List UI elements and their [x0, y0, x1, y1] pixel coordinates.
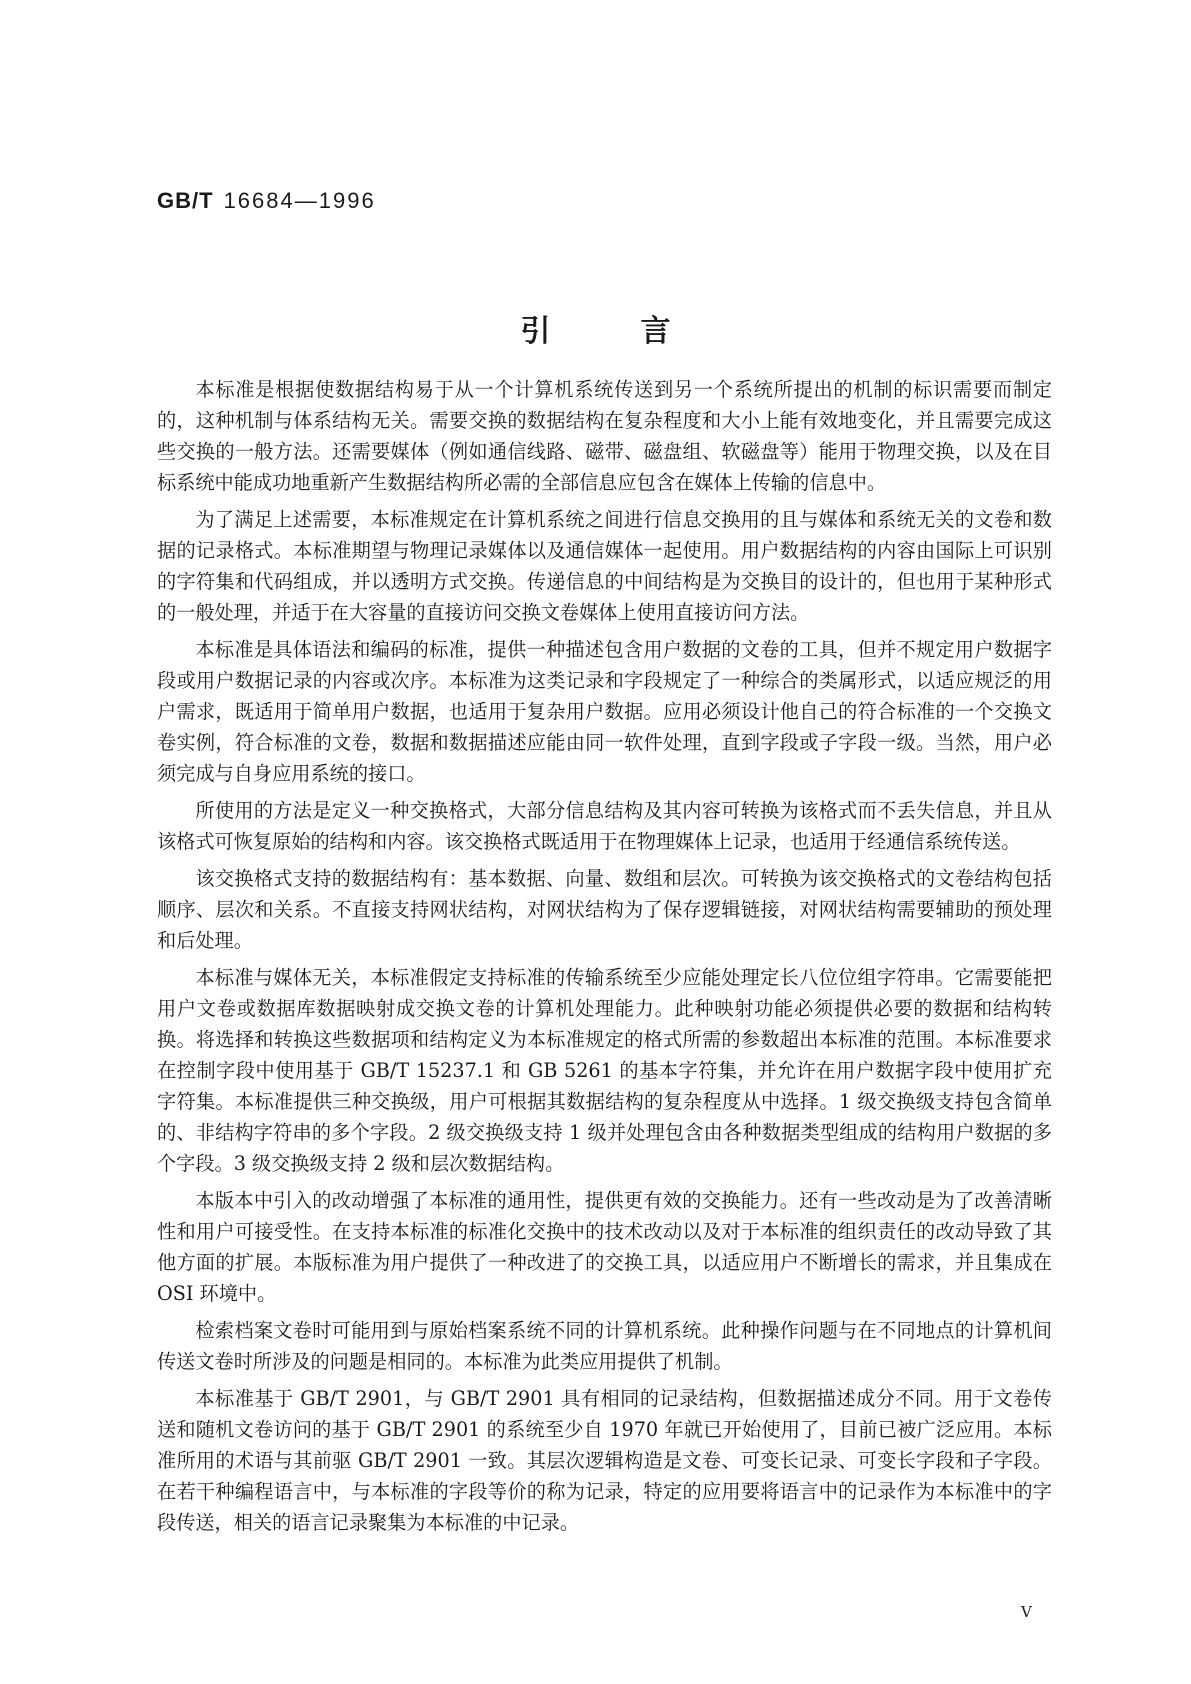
standard-prefix: GB/T — [157, 188, 214, 213]
standard-number: 16684—1996 — [223, 188, 376, 213]
paragraph-8: 检索档案文卷时可能用到与原始档案系统不同的计算机系统。此种操作问题与在不同地点的计算机间传送文卷时所涉及的问题是相同的。本标准为此类应用提供了机制。 — [157, 1319, 1052, 1373]
paragraph-6: 本标准与媒体无关，本标准假定支持标准的传输系统至少应能处理定长八位位组字符串。它需要能把用户文卷或数据库数据映射成交换文卷的计算机处理能力。此种映射功能必须提供必要的数据和结构转换。将选择和转换这些数据项和结构定义为本标准规定的格式所需的参数超出本标准的范围。本标准要求在控制字段中使用基于 GB/T 15237.1 和 GB 5261 的基本字符集，并允许在用户数据字段中使用扩充字符集。本标准提供三种交换级，用户可根据其数据结构的复杂程度从中选择。1 级交换级支持包含简单的、非结构字符串的多个字段。2 级交换级支持 1 级并处理包含由各种数据类型组成的结构用户数据的多个字段。3 级交换级支持 2 级和层次数据结构。 — [157, 966, 1052, 1175]
paragraph-3: 本标准是具体语法和编码的标准，提供一种描述包含用户数据的文卷的工具，但并不规定用户数据字段或用户数据记录的内容或次序。本标准为这类记录和字段规定了一种综合的类属形式，以适应规泛的用户需求，既适用于简单用户数据，也适用于复杂用户数据。应用必须设计他自己的符合标准的一个交换文卷实例，符合标准的文卷，数据和数据描述应能由同一软件处理，直到字段或子字段一级。当然，用户必须完成与自身应用系统的接口。 — [157, 638, 1052, 785]
page-number: V — [1021, 1603, 1032, 1621]
paragraph-7: 本版本中引入的改动增强了本标准的通用性，提供更有效的交换能力。还有一些改动是为了改善清晰性和用户可接受性。在支持本标准的标准化交换中的技术改动以及对于本标准的组织责任的改动导致了其他方面的扩展。本版标准为用户提供了一种改进了的交换工具，以适应用户不断增长的需求，并且集成在 OSI 环境中。 — [157, 1189, 1052, 1305]
paragraph-1: 本标准是根据使数据结构易于从一个计算机系统传送到另一个系统所提出的机制的标识需要而制定的，这种机制与体系结构无关。需要交换的数据结构在复杂程度和大小上能有效地变化，并且需要完成这些交换的一般方法。还需要媒体（例如通信线路、磁带、磁盘组、软磁盘等）能用于物理交换，以及在目标系统中能成功地重新产生数据结构所必需的全部信息应包含在媒体上传输的信息中。 — [157, 378, 1052, 494]
paragraph-2: 为了满足上述需要，本标准规定在计算机系统之间进行信息交换用的且与媒体和系统无关的文卷和数据的记录格式。本标准期望与物理记录媒体以及通信媒体一起使用。用户数据结构的内容由国际上可识别的字符集和代码组成，并以透明方式交换。传递信息的中间结构是为交换目的设计的，但也用于某种形式的一般处理，并适于在大容量的直接访问交换文卷媒体上使用直接访问方法。 — [157, 508, 1052, 624]
standard-code — [157, 188, 376, 214]
introduction-body — [157, 374, 1052, 1544]
paragraph-4: 所使用的方法是定义一种交换格式，大部分信息结构及其内容可转换为该格式而不丢失信息，并且从该格式可恢复原始的结构和内容。该交换格式既适用于在物理媒体上记录，也适用于经通信系统传送。 — [157, 799, 1052, 853]
section-title: 引言 — [520, 314, 761, 349]
paragraph-9: 本标准基于 GB/T 2901，与 GB/T 2901 具有相同的记录结构，但数据描述成分不同。用于文卷传送和随机文卷访问的基于 GB/T 2901 的系统至少自 1970 年就已开始使用了，目前已被广泛应用。本标准所用的术语与其前驱 GB/T 2901 一致。其层次逻辑构造是文卷、可变长记录、可变长字段和子字段。在若干种编程语言中，与本标准的字段等价的称为记录，特定的应用要将语言中的记录作为本标准中的字段传送，相关的语言记录聚集为本标准的中记录。 — [157, 1387, 1052, 1534]
paragraph-5: 该交换格式支持的数据结构有：基本数据、向量、数组和层次。可转换为该交换格式的文卷结构包括顺序、层次和关系。不直接支持网状结构，对网状结构为了保存逻辑链接，对网状结构需要辅助的预处理和后处理。 — [157, 867, 1052, 952]
